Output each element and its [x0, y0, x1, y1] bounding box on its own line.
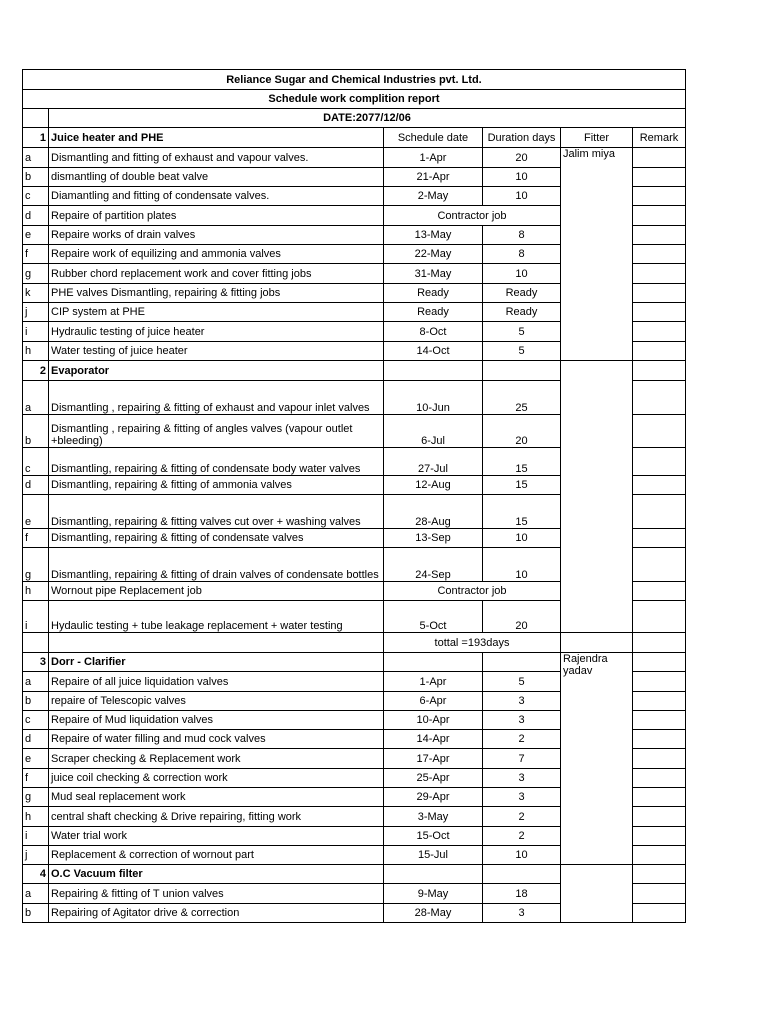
remark-cell [633, 303, 686, 322]
report-date: DATE:2077/12/06 [49, 109, 686, 128]
remark-cell [633, 415, 686, 448]
task-description: Repaire work of equilizing and ammonia valves [49, 245, 384, 264]
remark-cell [633, 884, 686, 904]
item-label: a [23, 381, 49, 415]
duration-days-cell: 10 [483, 846, 561, 865]
section-title: O.C Vacuum filter [49, 865, 384, 884]
item-label: b [23, 692, 49, 711]
duration-days-cell: 10 [483, 168, 561, 187]
remark-cell [633, 769, 686, 788]
item-label: f [23, 529, 49, 548]
column-header-schedule-date: Schedule date [384, 128, 483, 148]
empty-date-cell [384, 361, 483, 381]
item-label: h [23, 807, 49, 827]
remark-cell [633, 168, 686, 187]
schedule-date-cell: 10-Apr [384, 711, 483, 730]
item-label: e [23, 495, 49, 529]
task-description: Dismantling, repairing & fitting valves cut over + washing valves [49, 495, 384, 529]
duration-days-cell: 10 [483, 187, 561, 206]
task-description: Rubber chord replacement work and cover fitting jobs [49, 264, 384, 284]
item-label: h [23, 582, 49, 601]
duration-days-cell: 18 [483, 884, 561, 904]
item-label: c [23, 711, 49, 730]
task-description: Dismantling, repairing & fitting of condensate valves [49, 529, 384, 548]
remark-cell [633, 711, 686, 730]
remark-cell [633, 448, 686, 476]
task-description: Repaire of water filling and mud cock valves [49, 730, 384, 749]
item-label: a [23, 148, 49, 168]
schedule-date-cell: 14-Apr [384, 730, 483, 749]
task-description: Wornout pipe Replacement job [49, 582, 384, 601]
remark-cell [633, 749, 686, 769]
task-description: Repaire works of drain valves [49, 226, 384, 245]
remark-cell [633, 582, 686, 601]
duration-days-cell: 7 [483, 749, 561, 769]
blank-cell [23, 633, 49, 653]
blank-cell [23, 109, 49, 128]
blank-cell [49, 633, 384, 653]
item-label: h [23, 342, 49, 361]
item-label: g [23, 264, 49, 284]
remark-cell [633, 342, 686, 361]
remark-cell [633, 322, 686, 342]
item-label: a [23, 672, 49, 692]
schedule-date-cell: 27-Jul [384, 448, 483, 476]
schedule-date-cell: 24-Sep [384, 548, 483, 582]
duration-days-cell: 2 [483, 827, 561, 846]
item-label: c [23, 448, 49, 476]
remark-cell [633, 865, 686, 884]
item-label: d [23, 730, 49, 749]
duration-days-cell: 10 [483, 548, 561, 582]
item-label: a [23, 884, 49, 904]
schedule-date-cell: 15-Oct [384, 827, 483, 846]
section-number: 2 [23, 361, 49, 381]
remark-cell [633, 495, 686, 529]
duration-days-cell: 10 [483, 529, 561, 548]
task-description: Scraper checking & Replacement work [49, 749, 384, 769]
duration-days-cell: 3 [483, 788, 561, 807]
task-description: Replacement & correction of wornout part [49, 846, 384, 865]
task-description: Repairing & fitting of T union valves [49, 884, 384, 904]
schedule-date-cell: 13-May [384, 226, 483, 245]
column-header-fitter: Fitter [561, 128, 633, 148]
remark-cell [633, 672, 686, 692]
schedule-date-cell: 10-Jun [384, 381, 483, 415]
task-description: Repaire of partition plates [49, 206, 384, 226]
schedule-date-cell: 8-Oct [384, 322, 483, 342]
task-description: Hydaulic testing + tube leakage replacement + water testing [49, 601, 384, 633]
task-description: Hydraulic testing of juice heater [49, 322, 384, 342]
schedule-date-cell: 1-Apr [384, 672, 483, 692]
schedule-date-cell: 25-Apr [384, 769, 483, 788]
task-description: dismantling of double beat valve [49, 168, 384, 187]
item-label: g [23, 548, 49, 582]
duration-days-cell: 8 [483, 226, 561, 245]
company-name: Reliance Sugar and Chemical Industries pvt. Ltd. [23, 70, 686, 90]
task-description: Water testing of juice heater [49, 342, 384, 361]
item-label: e [23, 226, 49, 245]
schedule-date-cell: 12-Aug [384, 476, 483, 495]
item-label: i [23, 322, 49, 342]
item-label: j [23, 846, 49, 865]
remark-cell [633, 846, 686, 865]
item-label: i [23, 827, 49, 846]
schedule-date-cell: 17-Apr [384, 749, 483, 769]
remark-cell [633, 148, 686, 168]
section-title: Evaporator [49, 361, 384, 381]
task-description: Repaire of Mud liquidation valves [49, 711, 384, 730]
remark-cell [633, 476, 686, 495]
item-label: g [23, 788, 49, 807]
task-description: Water trial work [49, 827, 384, 846]
item-label: f [23, 769, 49, 788]
task-description: PHE valves Dismantling, repairing & fitting jobs [49, 284, 384, 303]
remark-cell [633, 529, 686, 548]
task-description: repaire of Telescopic valves [49, 692, 384, 711]
section-title: Juice heater and PHE [49, 128, 384, 148]
duration-days-cell: 3 [483, 692, 561, 711]
duration-days-cell: 15 [483, 476, 561, 495]
duration-days-cell: 2 [483, 730, 561, 749]
fitter-cell: Jalim miya [561, 148, 633, 361]
fitter-cell [561, 865, 633, 923]
schedule-date-cell: 22-May [384, 245, 483, 264]
remark-cell [633, 601, 686, 633]
schedule-date-cell: 3-May [384, 807, 483, 827]
remark-cell [633, 361, 686, 381]
schedule-date-cell: 9-May [384, 884, 483, 904]
task-description: Dismantling, repairing & fitting of condensate body water valves [49, 448, 384, 476]
item-label: d [23, 206, 49, 226]
total-row [23, 633, 686, 653]
remark-cell [633, 264, 686, 284]
section-number: 4 [23, 865, 49, 884]
remark-cell [633, 187, 686, 206]
duration-days-cell: 15 [483, 495, 561, 529]
duration-days-cell: Ready [483, 284, 561, 303]
task-description: Dismantling and fitting of exhaust and vapour valves. [49, 148, 384, 168]
section-header-row [23, 361, 686, 381]
schedule-date-cell: 5-Oct [384, 601, 483, 633]
empty-duration-cell [483, 361, 561, 381]
remark-cell [633, 692, 686, 711]
table-row [23, 148, 686, 168]
duration-days-cell: 10 [483, 264, 561, 284]
duration-days-cell: 5 [483, 342, 561, 361]
empty-duration-cell [483, 653, 561, 672]
schedule-table [22, 69, 686, 923]
task-description: Dismantling, repairing & fitting of ammonia valves [49, 476, 384, 495]
duration-days-cell: Ready [483, 303, 561, 322]
duration-days-cell: 5 [483, 672, 561, 692]
total-days: tottal =193days [384, 633, 561, 653]
duration-days-cell: 25 [483, 381, 561, 415]
duration-days-cell: 20 [483, 601, 561, 633]
task-description: Mud seal replacement work [49, 788, 384, 807]
section-header-row [23, 128, 686, 148]
duration-days-cell: 3 [483, 711, 561, 730]
schedule-date-cell: 14-Oct [384, 342, 483, 361]
remark-cell [633, 730, 686, 749]
duration-days-cell: 8 [483, 245, 561, 264]
report-title: Schedule work complition report [23, 90, 686, 109]
section-header-row [23, 865, 686, 884]
item-label: f [23, 245, 49, 264]
task-description: CIP system at PHE [49, 303, 384, 322]
item-label: i [23, 601, 49, 633]
item-label: b [23, 904, 49, 923]
section-header-row [23, 653, 686, 672]
remark-cell [633, 245, 686, 264]
remark-cell [633, 827, 686, 846]
task-description: Dismantling , repairing & fitting of angles valves (vapour outlet +bleeding) [49, 415, 384, 448]
fitter-cell: Rajendra yadav [561, 653, 633, 865]
empty-duration-cell [483, 865, 561, 884]
remark-cell [633, 226, 686, 245]
schedule-date-cell: Ready [384, 284, 483, 303]
remark-cell [633, 633, 686, 653]
item-label: b [23, 415, 49, 448]
item-label: e [23, 749, 49, 769]
duration-days-cell: 3 [483, 769, 561, 788]
contractor-job-cell: Contractor job [384, 582, 561, 601]
section-title: Dorr - Clarifier [49, 653, 384, 672]
duration-days-cell: 5 [483, 322, 561, 342]
section-number: 3 [23, 653, 49, 672]
item-label: b [23, 168, 49, 187]
duration-days-cell: 20 [483, 415, 561, 448]
remark-cell [633, 788, 686, 807]
remark-cell [633, 548, 686, 582]
empty-date-cell [384, 653, 483, 672]
task-description: Repaire of all juice liquidation valves [49, 672, 384, 692]
contractor-job-cell: Contractor job [384, 206, 561, 226]
schedule-date-cell: Ready [384, 303, 483, 322]
column-header-duration-days: Duration days [483, 128, 561, 148]
schedule-date-cell: 31-May [384, 264, 483, 284]
schedule-date-cell: 13-Sep [384, 529, 483, 548]
schedule-date-cell: 6-Apr [384, 692, 483, 711]
remark-cell [633, 653, 686, 672]
schedule-date-cell: 28-May [384, 904, 483, 923]
task-description: central shaft checking & Drive repairing, fitting work [49, 807, 384, 827]
fitter-cell [561, 361, 633, 633]
remark-cell [633, 807, 686, 827]
duration-days-cell: 3 [483, 904, 561, 923]
task-description: Dismantling, repairing & fitting of drain valves of condensate bottles [49, 548, 384, 582]
section-number: 1 [23, 128, 49, 148]
blank-cell [561, 633, 633, 653]
duration-days-cell: 15 [483, 448, 561, 476]
item-label: c [23, 187, 49, 206]
schedule-date-cell: 1-Apr [384, 148, 483, 168]
duration-days-cell: 2 [483, 807, 561, 827]
remark-cell [633, 381, 686, 415]
remark-cell [633, 284, 686, 303]
remark-cell [633, 206, 686, 226]
schedule-date-cell: 21-Apr [384, 168, 483, 187]
item-label: d [23, 476, 49, 495]
column-header-remark: Remark [633, 128, 686, 148]
task-description: Repairing of Agitator drive & correction [49, 904, 384, 923]
duration-days-cell: 20 [483, 148, 561, 168]
empty-date-cell [384, 865, 483, 884]
task-description: Dismantling , repairing & fitting of exhaust and vapour inlet valves [49, 381, 384, 415]
schedule-date-cell: 15-Jul [384, 846, 483, 865]
schedule-date-cell: 2-May [384, 187, 483, 206]
remark-cell [633, 904, 686, 923]
item-label: k [23, 284, 49, 303]
schedule-date-cell: 6-Jul [384, 415, 483, 448]
task-description: juice coil checking & correction work [49, 769, 384, 788]
item-label: j [23, 303, 49, 322]
schedule-date-cell: 29-Apr [384, 788, 483, 807]
schedule-date-cell: 28-Aug [384, 495, 483, 529]
task-description: Diamantling and fitting of condensate valves. [49, 187, 384, 206]
